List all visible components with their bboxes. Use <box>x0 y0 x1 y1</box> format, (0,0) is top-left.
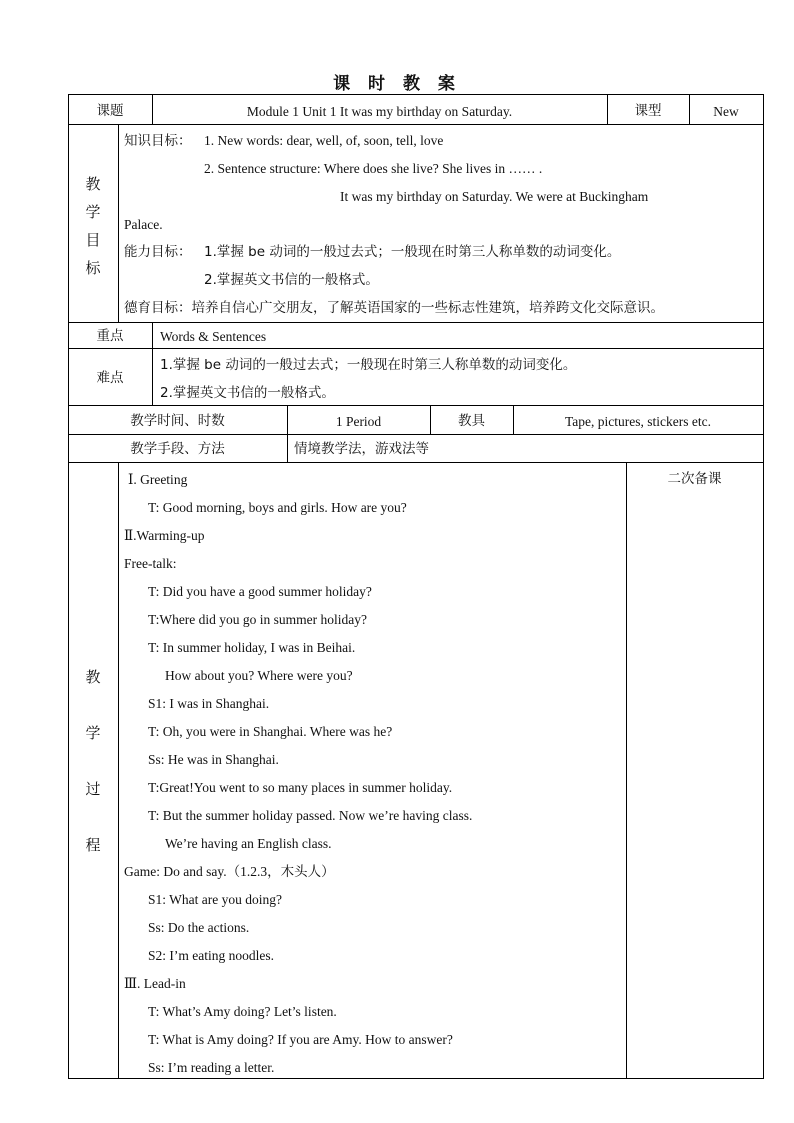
ability-line: 1.掌握 be 动词的一般过去式；一般现在时第三人称单数的动词变化。 <box>204 244 621 260</box>
process-line: Ⅱ.Warming-up <box>124 528 205 543</box>
difficulties-line: 1.掌握 be 动词的一般过去式；一般现在时第三人称单数的动词变化。 <box>160 357 577 373</box>
process-line: Ss: Do the actions. <box>148 920 250 935</box>
time-value: 1 Period <box>335 414 382 429</box>
objectives-side-label-4: 标 <box>85 259 101 277</box>
knowledge-line: Palace. <box>124 217 163 232</box>
method-label: 教学手段、方法 <box>130 441 225 457</box>
process-line: T: What is Amy doing? If you are Amy. How to answer? <box>148 1032 453 1047</box>
process-line: S1: I was in Shanghai. <box>148 696 270 711</box>
notes-label: 二次备课 <box>667 471 722 487</box>
knowledge-label: 知识目标： <box>124 133 192 149</box>
difficulties-label: 难点 <box>96 370 124 386</box>
table-border <box>763 94 764 1079</box>
time-label: 教学时间、时数 <box>130 413 225 429</box>
process-line: T: Oh, you were in Shanghai. Where was he? <box>148 724 393 739</box>
moral-line: 德育目标：培养自信心广交朋友，了解英语国家的一些标志性建筑，培养跨文化交际意识。 <box>124 300 664 316</box>
process-line: T: Good morning, boys and girls. How are you? <box>148 500 407 515</box>
table-border <box>68 434 764 435</box>
process-side-label-1: 教 <box>85 668 101 686</box>
table-border <box>68 94 69 1079</box>
process-line: Ⅲ. Lead-in <box>124 976 186 991</box>
process-line: S1: What are you doing? <box>148 892 282 907</box>
process-line: Game: Do and say.（1.2.3，木头人） <box>124 864 335 879</box>
page-title: 课 时 教 案 <box>333 74 461 94</box>
objectives-side-label-3: 目 <box>85 231 101 249</box>
difficulties-line: 2.掌握英文书信的一般格式。 <box>160 385 335 401</box>
key-points-value: Words & Sentences <box>160 329 267 344</box>
tools-value: Tape, pictures, stickers etc. <box>565 414 711 429</box>
table-border <box>626 462 627 1078</box>
process-line: T: In summer holiday, I was in Beihai. <box>148 640 356 655</box>
process-line: Ⅰ. Greeting <box>128 472 188 487</box>
type-label: 课型 <box>634 103 662 119</box>
ability-label: 能力目标： <box>124 244 192 260</box>
type-value: New <box>713 104 739 119</box>
topic-label: 课题 <box>96 103 124 119</box>
process-line: T: But the summer holiday passed. Now we’re having class. <box>148 808 473 823</box>
table-border <box>68 462 764 463</box>
method-value: 情境教学法，游戏法等 <box>294 441 429 457</box>
process-line: T: Did you have a good summer holiday? <box>148 584 372 599</box>
objectives-side-label-1: 教 <box>85 175 101 193</box>
table-border <box>68 348 764 349</box>
knowledge-line: It was my birthday on Saturday. We were at Buckingham <box>340 189 649 204</box>
topic-value: Module 1 Unit 1 It was my birthday on Saturday. <box>246 104 513 119</box>
table-border <box>68 322 764 323</box>
process-line: We’re having an English class. <box>165 836 332 851</box>
tools-label: 教具 <box>458 413 485 429</box>
process-side-label-2: 学 <box>85 724 101 742</box>
table-border <box>68 1078 764 1079</box>
process-side-label-4: 程 <box>85 836 101 854</box>
process-side-label-3: 过 <box>85 780 101 798</box>
table-border <box>152 322 153 405</box>
table-border <box>68 94 764 95</box>
table-border <box>68 405 764 406</box>
process-line: Free-talk: <box>124 556 177 571</box>
table-border <box>118 124 119 322</box>
objectives-side-label-2: 学 <box>85 203 101 221</box>
process-line: T:Great!You went to so many places in summer holiday. <box>148 780 453 795</box>
process-line: Ss: He was in Shanghai. <box>148 752 279 767</box>
process-line: T:Where did you go in summer holiday? <box>148 612 368 627</box>
table-border <box>118 462 119 1078</box>
process-line: S2: I’m eating noodles. <box>148 948 274 963</box>
key-points-label: 重点 <box>96 328 124 344</box>
process-line: How about you? Where were you? <box>165 668 353 683</box>
process-line: Ss: I’m reading a letter. <box>148 1060 275 1075</box>
table-border <box>68 124 764 125</box>
ability-line: 2.掌握英文书信的一般格式。 <box>204 272 379 288</box>
knowledge-line: 1. New words: dear, well, of, soon, tell, love <box>204 133 444 148</box>
process-line: T: What’s Amy doing? Let’s listen. <box>148 1004 337 1019</box>
knowledge-line: 2. Sentence structure: Where does she live? She lives in …… . <box>204 161 543 176</box>
